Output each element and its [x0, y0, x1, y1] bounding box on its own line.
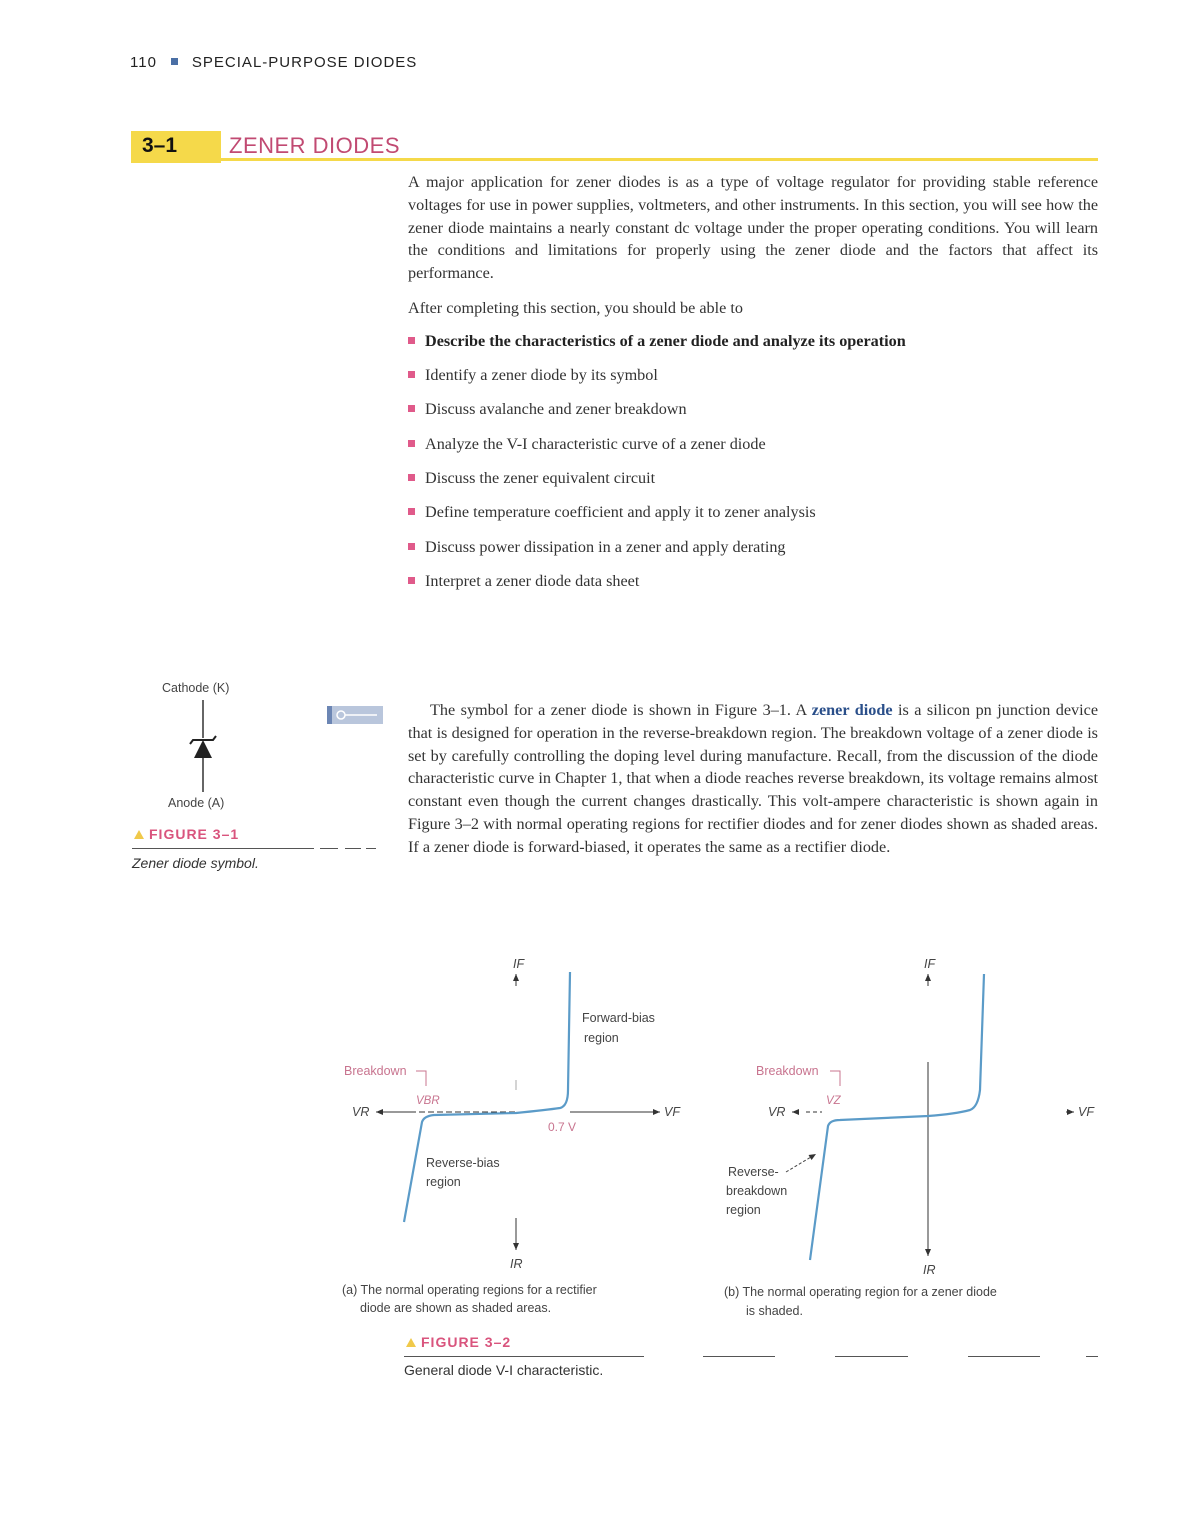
objective-item: Interpret a zener diode data sheet: [408, 572, 639, 591]
caption-b-line-2: is shaded.: [746, 1304, 803, 1318]
caption-b-line-1: (b) The normal operating region for a zener diode: [724, 1285, 997, 1299]
cathode-label: Cathode (K): [162, 681, 230, 695]
figure-3-2-caption: General diode V-I characteristic.: [404, 1362, 604, 1378]
figure-rule: [1086, 1356, 1098, 1357]
caption-a-line-2: diode are shown as shaded areas.: [360, 1301, 552, 1315]
forward-region-line-2: region: [584, 1031, 619, 1045]
figure-3-1-label: FIGURE 3–1: [149, 826, 240, 842]
section-number: 3–1: [142, 134, 178, 157]
breakdown-label-b: Breakdown: [756, 1064, 819, 1078]
bullet-square-icon: [408, 543, 415, 550]
vr-label-b: VR: [768, 1105, 786, 1119]
if-label-b: IF: [924, 957, 936, 971]
zener-diode-symbol: [180, 700, 230, 795]
figure-rule: [703, 1356, 775, 1357]
figure-rule: [968, 1356, 1040, 1357]
bullet-square-icon: [408, 508, 415, 515]
section-rule: [221, 158, 1098, 161]
reverse-breakdown-line-1: Reverse-: [728, 1165, 779, 1179]
vf-label-a: VF: [664, 1105, 680, 1119]
bullet-square-icon: [408, 405, 415, 412]
reverse-region-line-2: region: [426, 1175, 461, 1189]
graph-b: [726, 957, 1095, 1277]
objective-item: Discuss power dissipation in a zener and apply derating: [408, 538, 786, 557]
figure-3-1-caption: Zener diode symbol.: [132, 855, 259, 871]
breakdown-pointer-a: [416, 1071, 426, 1086]
key-term-icon: [327, 706, 383, 724]
curve-b: [810, 974, 984, 1260]
bullet-square-icon: [408, 474, 415, 481]
intro-paragraph: A major application for zener diodes is as a type of voltage regulator for providing stable reference voltages for use in power supplies, voltmeters, and other instruments. In this section, you will see how the zener diode maintains a nearly constant dc voltage under the proper operating conditions. You will learn the conditions and limitations for properly using the zener diode and the factors that affect its performance.: [408, 173, 1098, 283]
bullet-square-icon: [408, 440, 415, 447]
objective-item: Discuss the zener equivalent circuit: [408, 469, 655, 488]
page-number: 110: [130, 54, 157, 71]
after-completing-text: After completing this section, you should be able to: [408, 299, 743, 317]
figure-rule: [835, 1356, 908, 1357]
section-title: ZENER DIODES: [229, 133, 401, 158]
anode-label: Anode (A): [168, 796, 225, 810]
ir-label-b: IR: [923, 1263, 936, 1277]
figure-3-2-label: FIGURE 3–2: [421, 1334, 512, 1350]
ir-label-a: IR: [510, 1257, 523, 1271]
figure-triangle-icon: [132, 827, 146, 841]
figure-rule: [132, 848, 314, 849]
key-term: zener diode: [811, 701, 893, 719]
objective-item: Identify a zener diode by its symbol: [408, 366, 658, 385]
figure-rule: [404, 1356, 644, 1357]
reverse-region-line-1: Reverse-bias: [426, 1156, 500, 1170]
reverse-breakdown-line-2: breakdown: [726, 1184, 788, 1198]
running-title: SPECIAL-PURPOSE DIODES: [191, 54, 418, 71]
objective-item: Describe the characteristics of a zener diode and analyze its operation: [408, 332, 906, 351]
breakdown-label-a: Breakdown: [344, 1064, 407, 1078]
figure-triangle-icon: [404, 1335, 418, 1349]
bullet-square-icon: [408, 371, 415, 378]
vr-label-a: VR: [352, 1105, 370, 1119]
bullet-square-icon: [408, 337, 415, 344]
region-pointer-b: [786, 1154, 816, 1172]
running-head: [130, 54, 417, 71]
figure-rule: [320, 848, 338, 849]
objective-item: Discuss avalanche and zener breakdown: [408, 400, 687, 419]
figure-rule: [366, 848, 376, 849]
if-label-a: IF: [513, 957, 525, 971]
body-paragraph: The symbol for a zener diode is shown in Figure 3–1. A zener diode is a silicon pn junction device that is designed for operation in the reverse-breakdown region. The breakdown voltage of a zener diode is set by carefully controlling the doping level during manufacture. Recall, from the discussion of the diode characteristic curve in Chapter 1, that when a diode reaches reverse breakdown, its voltage remains almost constant even though the current changes drastically. This volt-ampere characteristic is shown again in Figure 3–2 with normal operating regions for rectifier diodes and for zener diodes shown as shaded areas. If a zener diode is forward-biased, it operates the same as a rectifier diode.: [408, 701, 1099, 856]
forward-region-line-1: Forward-bias: [582, 1011, 655, 1025]
figure-3-2-graphs: [330, 950, 1100, 1290]
objective-item: Define temperature coefficient and apply it to zener analysis: [408, 503, 816, 522]
bullet-icon: [171, 58, 178, 65]
breakdown-pointer-b: [830, 1071, 840, 1086]
bullet-square-icon: [408, 577, 415, 584]
vbr-label-a: VBR: [416, 1095, 440, 1107]
graph-a: [344, 957, 681, 1271]
reverse-breakdown-line-3: region: [726, 1203, 761, 1217]
vz-label-b: VZ: [826, 1095, 841, 1107]
figure-rule: [345, 848, 361, 849]
knee-voltage-label: 0.7 V: [548, 1120, 577, 1134]
vf-label-b: VF: [1078, 1105, 1094, 1119]
caption-a-line-1: (a) The normal operating regions for a rectifier: [342, 1283, 597, 1297]
objective-item: Analyze the V-I characteristic curve of a zener diode: [408, 435, 766, 454]
